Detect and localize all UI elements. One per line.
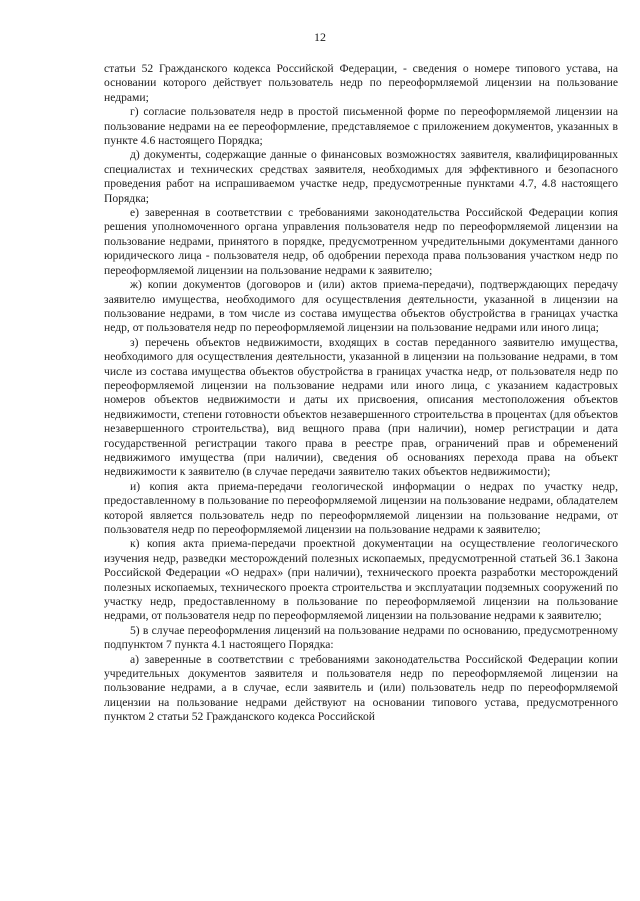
paragraph-g: г) согласие пользователя недр в простой письменной форме по переоформляемой лицензии на пользование недрами на ее переоформление, представляемое с приложением документов, указанных в пункте 4.6 настоящего Порядка; bbox=[104, 105, 618, 148]
paragraph-k: к) копия акта приема-передачи проектной документации на осуществление геологического изучения недр, разведки месторождений полезных ископаемых, предусмотренной статьей 36.1 Закона Российской Федерации «О недрах» (при наличии), технического проекта разработки месторождений полезных ископаемых, технического проекта строительства и эксплуатации подземных сооружений по участку недр, предоставленному в пользование по переоформляемой лицензии на пользование недрами, от пользователя недр по переоформляемой лицензии на пользование недрами к заявителю; bbox=[104, 537, 618, 623]
paragraph-continuation: статьи 52 Гражданского кодекса Российской Федерации, - сведения о номере типового устава, на основании которого действует пользователь недр по переоформляемой лицензии на пользование недрами; bbox=[104, 62, 618, 104]
paragraph-z: з) перечень объектов недвижимости, входящих в состав переданного заявителю имущества, необходимого для осуществления деятельности, указанной в лицензии на пользование недрами, в том числе из состава имущества объектов обустройства в границах участка недр, от пользователя недр по переоформляемой лицензии на пользование недрами или иного лица, с указанием кадастровых номеров объектов недвижимости и даты их присвоения, описания местоположения объектов недвижимости, степени готовности объектов незавершенного строительства в процентах (для объектов незавершенного строительства), вид вещного права (при наличии), номер регистрации и дата государственной регистрации такого права в реестре прав, ограничений прав и обременений недвижимого имущества (при наличии), сведения об основаниях перехода права на объект недвижимости к заявителю (в случае передачи заявителю таких объектов недвижимости); bbox=[104, 335, 618, 479]
paragraph-item-5: 5) в случае переоформления лицензий на пользование недрами по основанию, предусмотренному подпунктом 7 пункта 4.1 настоящего Порядка: bbox=[104, 623, 618, 652]
paragraph-d: д) документы, содержащие данные о финансовых возможностях заявителя, квалифицированных специалистах и технических средствах заявителя, необходимых для эффективного и безопасного проведения работ на испрашиваемом участке недр, предусмотренные пунктами 4.7, 4.8 настоящего Порядка; bbox=[104, 148, 618, 205]
paragraph-e: е) заверенная в соответствии с требованиями законодательства Российской Федерации копия решения уполномоченного органа управления пользователя недр по переоформляемой лицензии на пользование недрами, принятого в порядке, предусмотренном учредительными документами данного юридического лица - пользователя недр, об одобрении перехода права пользования участком недр по переоформляемой лицензии на пользование недрами к заявителю; bbox=[104, 206, 618, 277]
paragraph-a: а) заверенные в соответствии с требованиями законодательства Российской Федерации копии учредительных документов заявителя и пользователя недр по переоформляемой лицензии на пользование недрами, а в случае, если заявитель и (или) пользователь недр по переоформляемой лицензии на пользование недрами действуют на основании типового устава, предусмотренного пунктом 2 статьи 52 Гражданского кодекса Российской bbox=[104, 652, 618, 724]
page-number: 12 bbox=[314, 30, 326, 44]
paragraph-zh: ж) копии документов (договоров и (или) актов приема-передачи), подтверждающих передачу заявителю имущества, необходимого для осуществления деятельности, указанной в лицензии на пользование недрами, в том числе из состава имущества объектов обустройства в границах участка недр, от пользователя недр по переоформляемой лицензии на пользование недрами или иного лица; bbox=[104, 278, 618, 335]
paragraph-i: и) копия акта приема-передачи геологической информации о недрах по участку недр, предоставленному в пользование по переоформляемой лицензии на пользование недрами, обладателем которой является пользователь недр по переоформляемой лицензии на пользование недрами, от пользователя недр по переоформляемой лицензии на пользование недрами к заявителю; bbox=[104, 479, 618, 536]
document-body bbox=[104, 62, 618, 725]
